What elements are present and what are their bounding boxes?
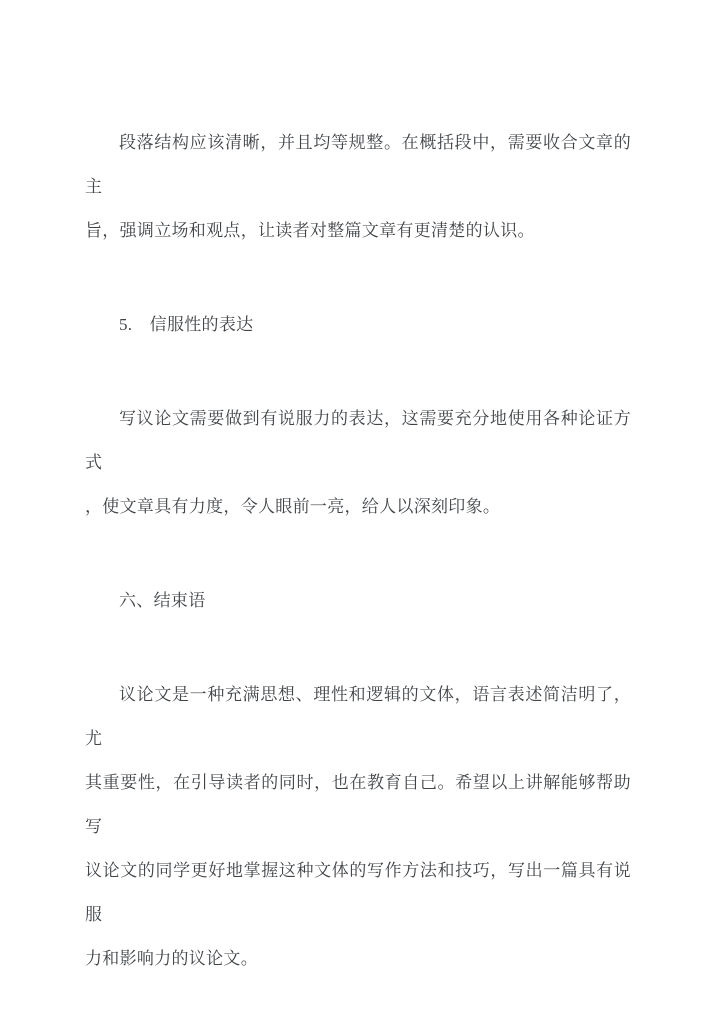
section-heading (85, 303, 631, 347)
paragraph (85, 397, 631, 529)
heading-line: 5. 信服性的表达 (119, 315, 254, 334)
text-line: 写议论文需要做到有说服力的表达，这需要充分地使用各种论证方式 (85, 409, 631, 472)
text-line: 段落结构应该清晰，并且均等规整。在概括段中，需要收合文章的主 (85, 133, 631, 196)
text-line: 旨，强调立场和观点，让读者对整篇文章有更清楚的认识。 (85, 221, 535, 240)
text-line: 议论文是一种充满思想、理性和逻辑的文体，语言表述简洁明了，尤 (85, 685, 631, 748)
text-line: ，使文章具有力度，令人眼前一亮，给人以深刻印象。 (85, 497, 501, 516)
text-line: 其重要性，在引导读者的同时，也在教育自己。希望以上讲解能够帮助写 (85, 773, 631, 836)
paragraph (85, 673, 631, 981)
text-line: 力和影响力的议论文。 (85, 949, 258, 968)
text-line: 议论文的同学更好地掌握这种文体的写作方法和技巧，写出一篇具有说服 (85, 861, 631, 924)
document-page (85, 121, 631, 1031)
section-heading (85, 579, 631, 623)
paragraph (85, 121, 631, 253)
heading-line: 六、结束语 (119, 591, 206, 610)
